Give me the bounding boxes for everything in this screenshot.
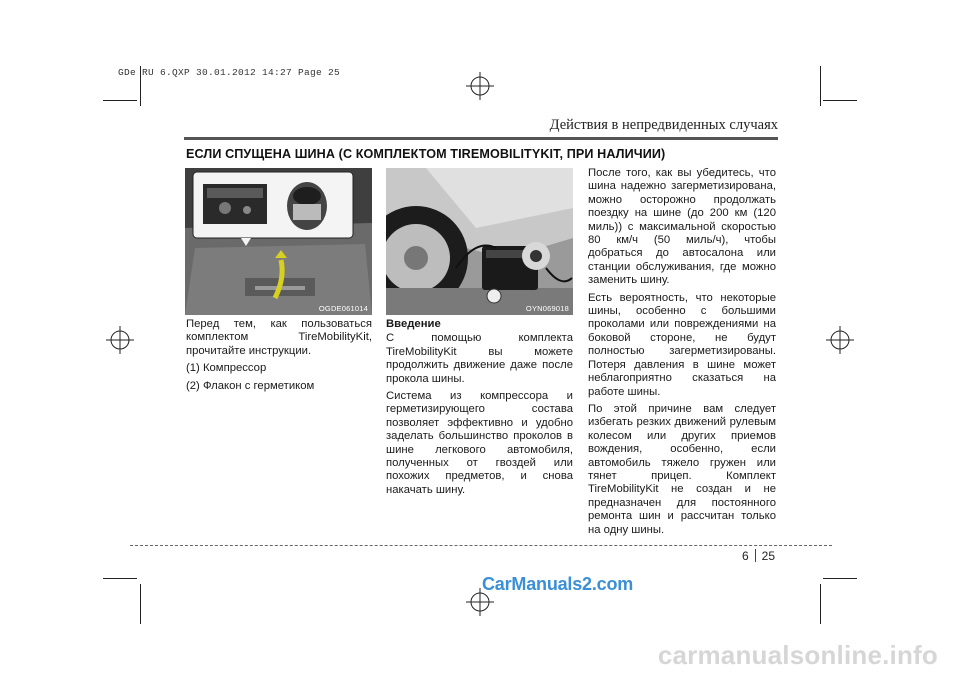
list-item: (1) Компрессор [186, 362, 267, 375]
paragraph: Есть вероятность, что некоторые шины, особенно с большими проколами или повреждениями на боковой стороне, не будут полностью загерметизированы. Потеря давления в шине может неблагоприятно сказаться на работе шины. [588, 291, 776, 398]
list-item: (2) Флакон с герметиком [186, 379, 315, 392]
paragraph: Перед тем, как пользоваться комплектом TireMobilityKit, прочитайте инструкции. [186, 318, 372, 357]
page-number-value: 25 [761, 549, 775, 563]
paragraph: С помощью комплекта TireMobilityKit вы можете продолжить движение даже после прокола шины. [386, 332, 573, 385]
paragraph: Система из компрессора и герметизирующего состава позволяет эффективно и удобно заделать большинство проколов в шине легкового автомобиля, полученных от гвоздей или похожих предметов, и снова накачать шину. [386, 390, 573, 496]
subheading: Введение [386, 318, 441, 330]
section-title: ЕСЛИ СПУЩЕНА ШИНА (С КОМПЛЕКТОМ TIREMOBILITYKIT, ПРИ НАЛИЧИИ) [186, 147, 666, 161]
trunk-kit-photo [185, 168, 372, 315]
registration-mark-icon [826, 326, 854, 354]
trunk-kit-illustration [185, 168, 372, 315]
image-code-label: OYN069018 [525, 304, 569, 313]
compressor-tire-photo [386, 168, 573, 315]
carmanualsonline-watermark[interactable]: carmanualsonline.info [657, 640, 938, 670]
crop-mark [820, 584, 821, 624]
footer-divider [130, 545, 832, 546]
page-number-separator [755, 549, 756, 562]
text-column-1 [186, 318, 372, 397]
text-column-2 [386, 318, 573, 501]
chapter-header-title: Действия в непредвиденных случаях [549, 117, 778, 133]
crop-mark [823, 100, 857, 101]
crop-mark [140, 584, 141, 624]
chapter-number: 6 [741, 549, 749, 563]
print-slug-line: GDe RU 6.QXP 30.01.2012 14:27 Page 25 [118, 67, 341, 78]
registration-mark-icon [106, 326, 134, 354]
image-code-label: OGDE061014 [318, 304, 368, 313]
paragraph: После того, как вы убедитесь, что шина надежно загерметизирована, можно осторожно продолжать поездку на шине (до 200 км (120 миль)) с максимальной скоростью 80 км/ч (50 миль/ч), чтобы добраться до автосалона или станции обслуживания, где можно заменить шину. [588, 167, 776, 287]
page-number [742, 549, 775, 563]
text-column-3 [588, 167, 776, 541]
crop-mark [103, 578, 137, 579]
crop-mark [823, 578, 857, 579]
compressor-tire-illustration [386, 168, 573, 315]
registration-mark-icon [466, 72, 494, 100]
header-divider [184, 137, 778, 140]
carmanuals-watermark[interactable]: CarManuals2.com [482, 574, 634, 594]
paragraph: По этой причине вам следует избегать резких движений рулевым колесом или других приемов вождения, особенно, если автомобиль тяжело гружен или тянет прицеп. Комплект TireMobilityKit не создан и не предназначен для постоянного ремонта шин и рассчитан только на одну шины. [588, 402, 776, 536]
crop-mark [820, 66, 821, 106]
crop-mark [103, 100, 137, 101]
